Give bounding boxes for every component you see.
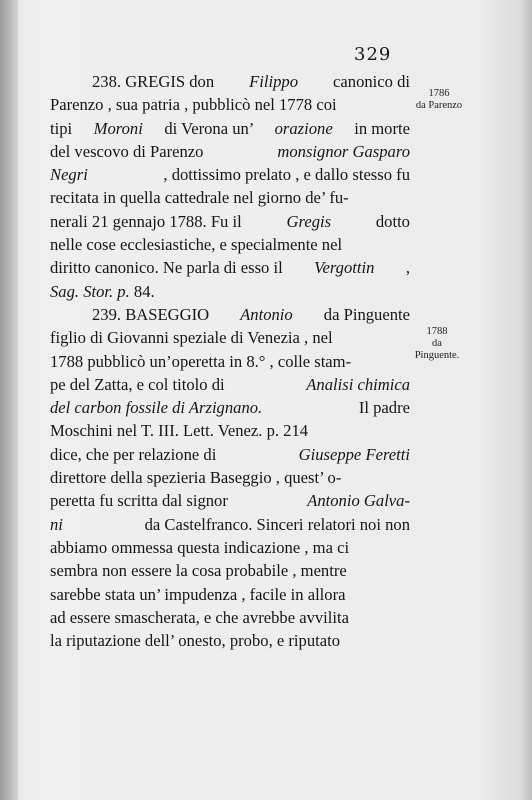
text-segment: in morte	[350, 118, 410, 138]
text-line	[50, 280, 410, 303]
text-segment: pe del Zatta, e col titolo di	[50, 374, 229, 394]
text-segment: , dottissimo prelato , e dallo stesso fu	[159, 165, 410, 185]
text-line	[50, 210, 410, 233]
text-segment: sarebbe stata un’ impudenza , facile in allora	[50, 584, 346, 604]
text-line	[50, 606, 410, 629]
text-segment: abbiamo ommessa questa indicazione , ma ci	[50, 537, 350, 557]
text-segment: Moschini nel T. III. Lett. Venez. p. 214	[50, 421, 309, 441]
text-line	[50, 443, 410, 466]
text-segment: da Castelfranco. Sinceri relatori noi non	[140, 514, 410, 534]
italic-text: Antonio Galva-	[307, 491, 410, 511]
text-segment: tipi	[50, 118, 77, 138]
entry-239	[50, 303, 410, 652]
text-segment: 239. BASEGGIO	[92, 304, 214, 324]
text-segment: canonico di	[328, 72, 410, 91]
entry-238	[50, 70, 410, 303]
text-segment: diritto canonico. Ne parla di esso il	[50, 258, 287, 278]
text-segment: dice, che per relazione di	[50, 444, 221, 464]
italic-text: Antonio	[240, 304, 293, 324]
binding-gutter	[0, 0, 18, 800]
text-line	[50, 373, 410, 396]
marginal-note-238	[410, 88, 468, 112]
text-line	[50, 466, 410, 489]
marginal-line: da	[432, 338, 442, 349]
marginal-line: Pinguente.	[414, 350, 460, 361]
text-line	[50, 396, 410, 419]
marginal-line: 1786	[428, 88, 450, 99]
text-line	[50, 536, 410, 559]
text-segment: da Pinguente	[319, 304, 410, 324]
text-line	[50, 303, 410, 326]
text-line	[50, 256, 410, 279]
marginal-line: 1788	[426, 326, 448, 337]
text-segment: nelle cose ecclesiastiche, e specialmente nel	[50, 235, 343, 255]
italic-text: Vergottin	[314, 258, 375, 278]
text-line	[50, 350, 410, 373]
text-line	[50, 140, 410, 163]
text-line	[50, 489, 410, 512]
text-segment: recitata in quella cattedrale nel giorno de’ fu-	[50, 188, 349, 208]
text-line	[50, 70, 410, 93]
text-segment: del vescovo di Parenzo	[50, 141, 208, 161]
text-segment: 84.	[129, 281, 155, 301]
text-line	[50, 513, 410, 536]
main-text	[50, 70, 410, 652]
italic-text: Gregis	[286, 211, 332, 231]
text-segment: sembra non essere la cosa probabile , mentre	[50, 561, 347, 581]
italic-text: Negri	[50, 165, 88, 185]
text-segment: Parenzo , sua patria , pubblicò nel 1778 coi	[50, 95, 337, 115]
italic-text: ni	[50, 514, 63, 534]
text-segment: ,	[401, 258, 410, 278]
text-segment: figlio di Giovanni speziale di Venezia , nel	[50, 328, 333, 348]
text-segment: ad essere smascherata, e che avrebbe avvilita	[50, 607, 349, 627]
italic-text: monsignor Gasparo	[277, 141, 410, 161]
text-segment: di Verona un’	[160, 118, 258, 138]
text-line	[50, 583, 410, 606]
text-line	[50, 233, 410, 256]
text-segment: direttore della spezieria Baseggio , quest’ o-	[50, 468, 342, 488]
text-segment: nerali 21 gennajo 1788. Fu il	[50, 211, 246, 231]
italic-text: Moroni	[93, 118, 143, 138]
text-line	[50, 629, 410, 652]
marginal-line: da Parenzo	[415, 100, 463, 111]
text-segment: peretta fu scritta dal signor	[50, 491, 233, 511]
page-number: 329	[354, 44, 392, 65]
text-segment: 1788 pubblicò un’operetta in 8.° , colle stam-	[50, 351, 352, 371]
text-segment: Il padre	[354, 398, 410, 418]
italic-text: Analisi chimica	[306, 374, 410, 394]
italic-text: Sag. Stor. p.	[50, 281, 130, 301]
italic-text: Giuseppe Feretti	[298, 444, 410, 464]
marginal-note-239	[404, 326, 470, 362]
text-line	[50, 93, 410, 116]
italic-text: del carbon fossile di Arzignano.	[50, 398, 263, 418]
italic-text: orazione	[274, 118, 333, 138]
text-segment: la riputazione dell’ onesto, probo, e riputato	[50, 631, 340, 651]
text-line	[50, 186, 410, 209]
text-line	[50, 419, 410, 442]
italic-text: Filippo	[249, 72, 299, 91]
text-segment: dotto	[371, 211, 410, 231]
text-segment: 238. GREGIS don	[92, 72, 219, 91]
text-line	[50, 163, 410, 186]
text-line	[50, 326, 410, 349]
text-line	[50, 117, 410, 140]
text-line	[50, 559, 410, 582]
